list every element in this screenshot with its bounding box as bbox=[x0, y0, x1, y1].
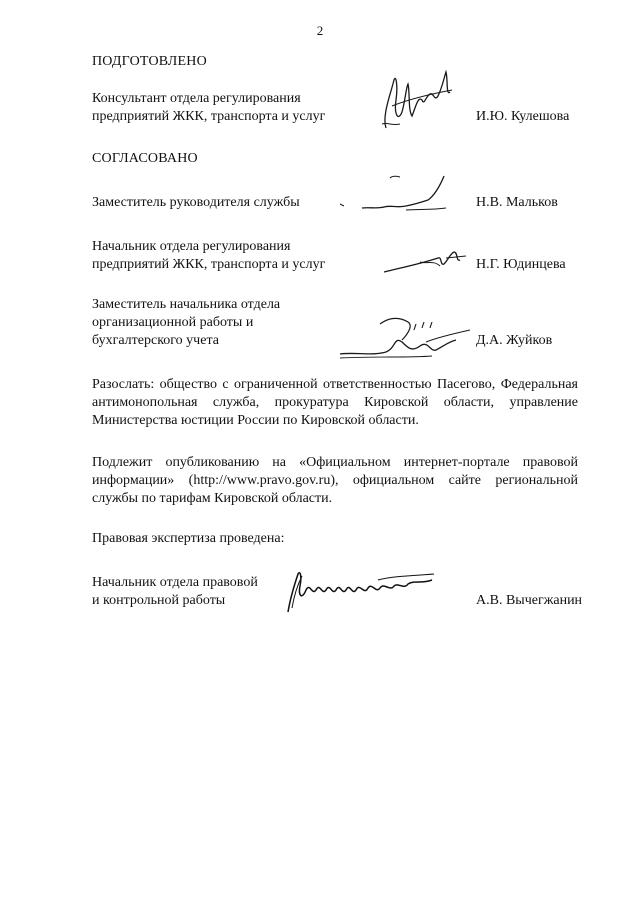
role-line: Заместитель руководителя службы bbox=[92, 195, 300, 210]
prepared-name: И.Ю. Кулешова bbox=[476, 109, 570, 124]
agreed-name-2: Н.Г. Юдинцева bbox=[476, 257, 566, 272]
role-line: предприятий ЖКК, транспорта и услуг bbox=[92, 109, 326, 124]
legal-head-name: А.В. Вычегжанин bbox=[476, 593, 583, 608]
publication-paragraph: Подлежит опубликованию на «Официальном интернет-портале правовой информации» (http://www.pravo.gov.ru), официальном сайте региональной службы по тарифам Кировской области. bbox=[92, 455, 578, 506]
signature-yudintseva bbox=[380, 244, 470, 278]
role-line: и контрольной работы bbox=[92, 593, 226, 608]
distribution-paragraph: Разослать: общество с ограниченной ответственностью Пасегово, Федеральная антимонопольная служба, прокуратура Кировской области, управление Министерства юстиции России по Кировской области. bbox=[92, 377, 578, 428]
role-line: организационной работы и bbox=[92, 315, 254, 330]
agreed-heading: СОГЛАСОВАНО bbox=[92, 151, 198, 166]
agreed-name-1: Н.В. Мальков bbox=[476, 195, 558, 210]
agreed-role-3 bbox=[92, 296, 362, 350]
role-line: Начальник отдела регулирования bbox=[92, 239, 291, 254]
agreed-role-2 bbox=[92, 238, 362, 274]
signature-malkov bbox=[336, 172, 456, 216]
signature-vychegzhanin bbox=[282, 566, 438, 616]
legal-review-text: Правовая экспертиза проведена: bbox=[92, 531, 285, 546]
agreed-role-1 bbox=[92, 194, 362, 212]
prepared-role bbox=[92, 90, 362, 126]
agreed-name-3: Д.А. Жуйков bbox=[476, 333, 553, 348]
role-line: Начальник отдела правовой bbox=[92, 575, 258, 590]
signature-kuleshova bbox=[372, 66, 462, 138]
role-line: Заместитель начальника отдела bbox=[92, 297, 281, 312]
role-line: Консультант отдела регулирования bbox=[92, 91, 301, 106]
signature-zhuykov bbox=[336, 312, 476, 364]
role-line: предприятий ЖКК, транспорта и услуг bbox=[92, 257, 326, 272]
page-number: 2 bbox=[316, 23, 324, 38]
prepared-heading: ПОДГОТОВЛЕНО bbox=[92, 54, 207, 69]
role-line: бухгалтерского учета bbox=[92, 333, 219, 348]
